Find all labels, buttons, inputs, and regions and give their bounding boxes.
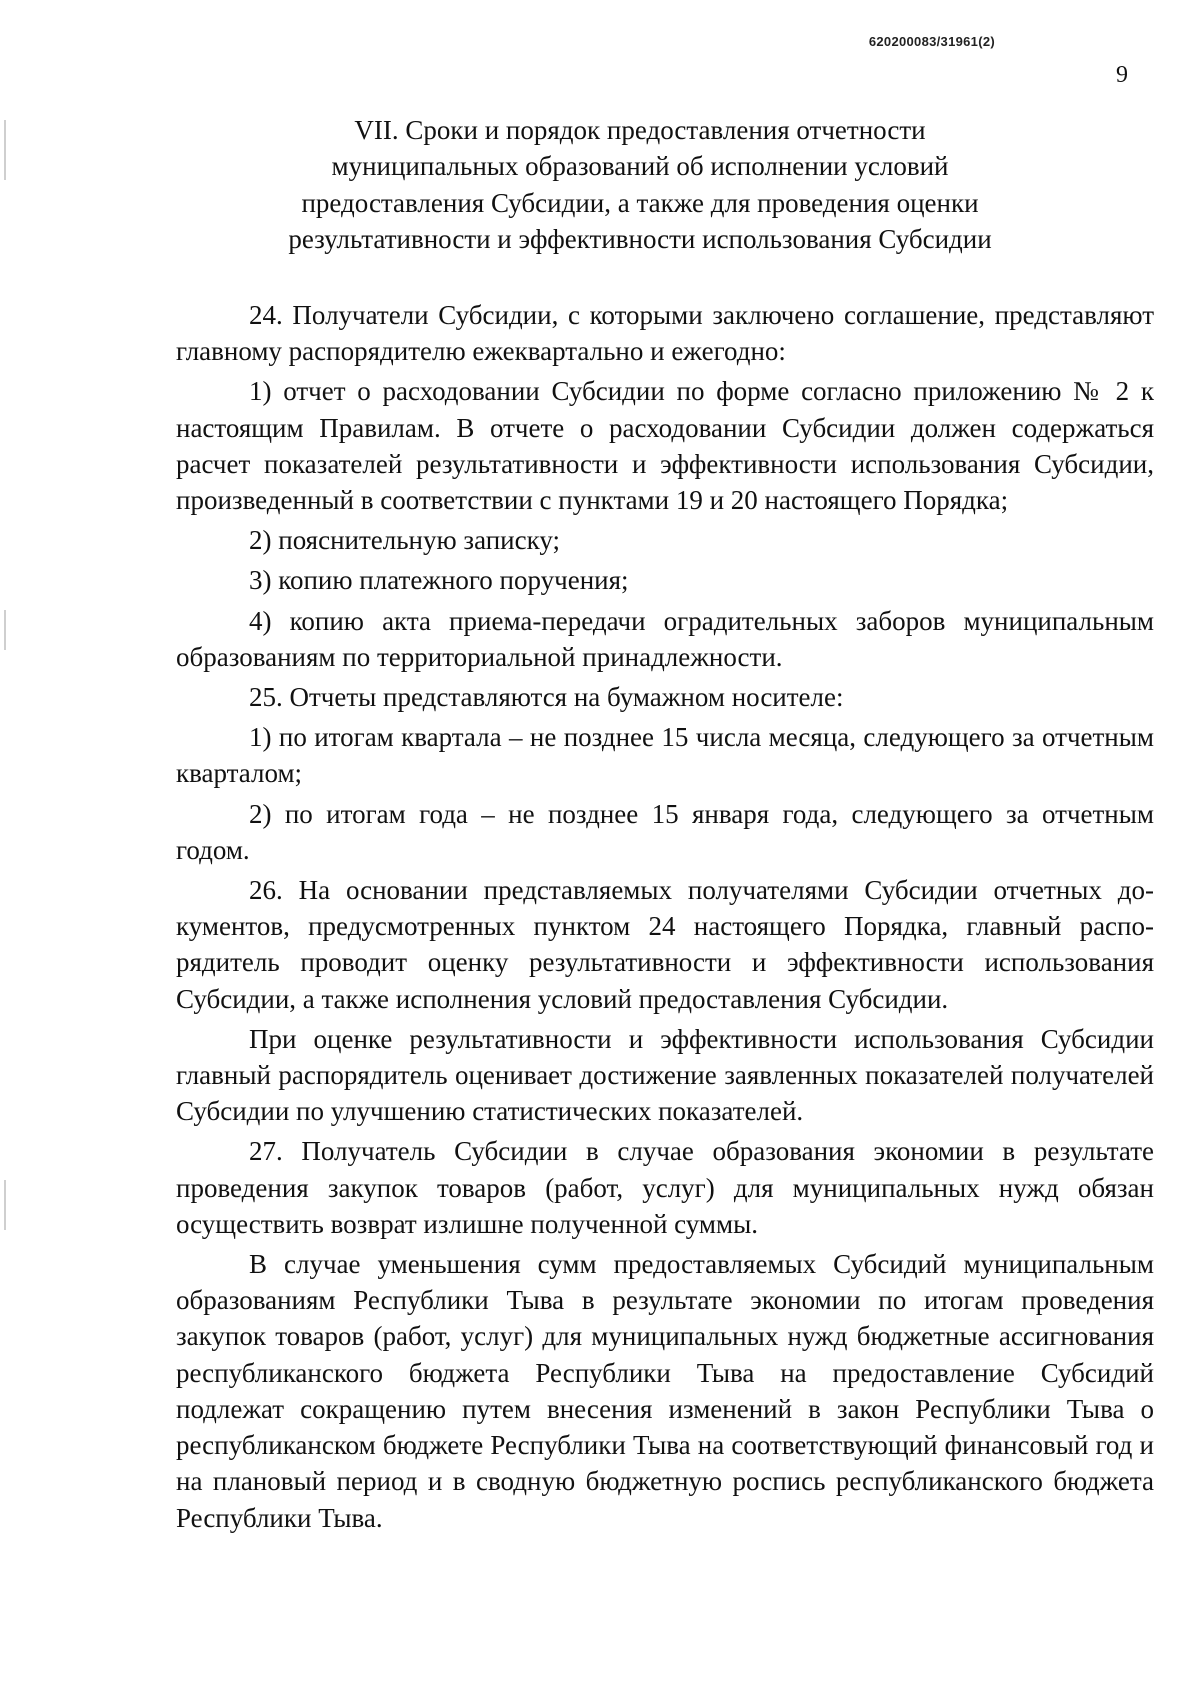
paragraph-26: 26. На основании представляемых получателями Субсидии отчетных документов, предусмотренных пунктом 24 настоящего Порядка, главный распорядитель проводит оценку результативности и эффективности использования Субсидии, а также исполнения условий предоставления Субсидии.: [176, 875, 1154, 1014]
list-item-explanatory-note: 2) пояснительную записку;: [249, 525, 560, 556]
scan-margin-mark: [4, 1180, 6, 1230]
document-body: [176, 297, 1154, 1536]
paragraph-reduction: В случае уменьшения сумм предоставляемых Субсидий муниципальным образованиям Республики Тыва в результате экономии по итогам проведения закупок товаров (работ, услуг) для муниципальных нужд бюджетные ассигнования республиканского бюджета Республики Тыва на предоставление Субсидий подлежат сокращению путем внесения изменений в закон Республики Тыва о республиканском бюджете Республики Тыва на соответствующий финансовый год и на плановый период и в сводную бюджетную роспись республиканского бюджета Республики Тыва.: [176, 1249, 1154, 1533]
list-item-quarter: 1) по итогам квартала – не позднее 15 числа месяца, следующего за отчетным кварталом;: [176, 722, 1154, 789]
scan-margin-mark: [4, 610, 6, 650]
paragraph-evaluation: При оценке результативности и эффективности использования Субсидии главный распорядитель оценивает достижение заявленных показателей получателей Субсидии по улучшению статистических показателей.: [176, 1023, 1154, 1127]
heading-line: муниципальных образований об исполнении условий: [331, 151, 949, 182]
scan-margin-mark: [4, 120, 6, 180]
heading-line: результативности и эффективности использования Субсидии: [288, 224, 992, 255]
list-item-transfer-act: 4) копию акта приема-передачи оградительных заборов муниципальным образованиям по территориальной принадлежности.: [176, 605, 1154, 672]
paragraph-27: 27. Получатель Субсидии в случае образования экономии в результате проведения закупок товаров (работ, услуг) для муниципальных нужд обязан осуществить возврат излишне полученной суммы.: [176, 1136, 1154, 1239]
heading-line: предоставления Субсидии, а также для проведения оценки: [301, 187, 979, 218]
paragraph-25: 25. Отчеты представляются на бумажном носителе:: [249, 682, 844, 713]
list-item-report: 1) отчет о расходовании Субсидии по форме согласно приложению № 2 к настоящим Правилам. В отчете о расходовании Субсидии должен содержаться расчет показателей результативности и эффективности использования Субсидии, произведенный в соответствии с пунктами 19 и 20 настоящего Порядка;: [176, 376, 1154, 516]
document-code: 620200083/31961(2): [868, 34, 995, 49]
list-item-year: 2) по итогам года – не позднее 15 января года, следующего за отчетным годом.: [176, 798, 1154, 865]
section-heading: [180, 112, 1100, 258]
paragraph-24: 24. Получатели Субсидии, с которыми заключено соглашение, представляют главному распорядителю ежеквартально и ежегодно:: [176, 300, 1154, 367]
heading-line: VII. Сроки и порядок предоставления отчетности: [354, 115, 926, 145]
list-item-payment-order: 3) копию платежного поручения;: [249, 565, 629, 596]
page-number: 9: [1116, 62, 1128, 88]
